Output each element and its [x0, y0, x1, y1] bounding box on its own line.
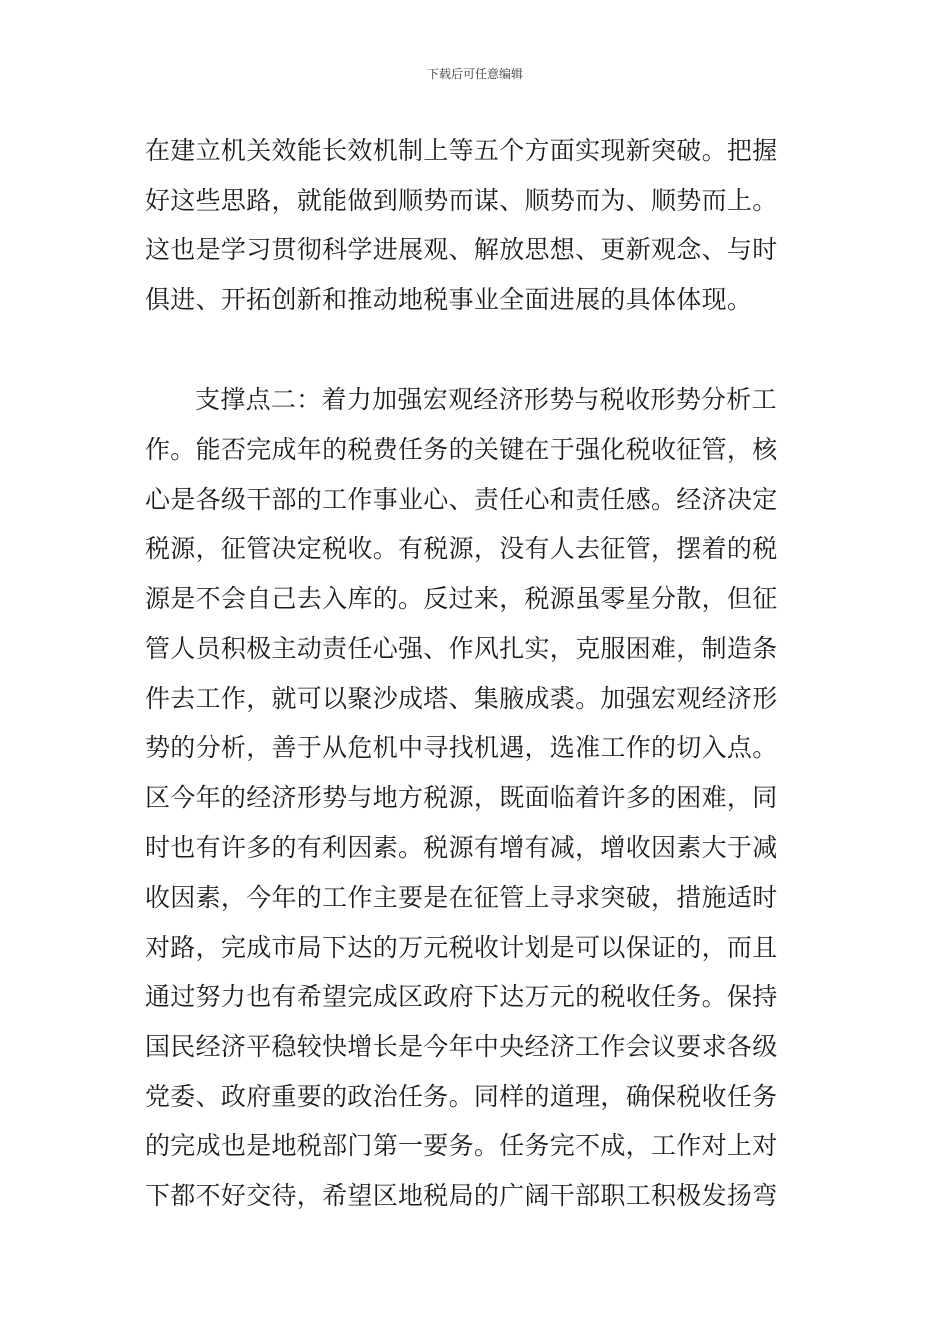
paragraph-2-line-8: 势的分析，善于从危机中寻找机遇，选准工作的切入点。 [145, 733, 778, 762]
paragraph-2-line-4: 税源，征管决定税收。有税源，没有人去征管，摆着的税 [145, 534, 778, 563]
paragraph-2-line-6: 管人员积极主动责任心强、作风扎实，克服困难，制造条 [145, 634, 778, 663]
paragraph-2-line-3: 心是各级干部的工作事业心、责任心和责任感。经济决定 [145, 485, 778, 514]
paragraph-2-line-1: 支撑点二：着力加强宏观经济形势与税收形势分析工 [195, 385, 777, 414]
paragraph-2-line-7: 件去工作，就可以聚沙成塔、集腋成裘。加强宏观经济形 [145, 684, 778, 713]
paragraph-2-line-13: 通过努力也有希望完成区政府下达万元的税收任务。保持 [145, 982, 778, 1011]
paragraph-2-line-10: 时也有许多的有利因素。税源有增有减，增收因素大于减 [145, 833, 778, 862]
paragraph-2-line-5: 源是不会自己去入库的。反过来，税源虽零星分散，但征 [145, 584, 778, 613]
paragraph-2-line-12: 对路，完成市局下达的万元税收计划是可以保证的，而且 [145, 933, 778, 962]
paragraph-2-line-2: 作。能否完成年的税费任务的关键在于强化税收征管，核 [145, 435, 778, 464]
paragraph-2-line-11: 收因素，今年的工作主要是在征管上寻求突破，措施适时 [145, 883, 778, 912]
paragraph-2-line-16: 的完成也是地税部门第一要务。任务完不成，工作对上对 [145, 1131, 778, 1160]
paragraph-2-line-17: 下都不好交待，希望区地税局的广阔干部职工积极发扬弯 [145, 1181, 778, 1210]
paragraph-1-line-2: 好这些思路，就能做到顺势而谋、顺势而为、顺势而上。 [145, 186, 778, 215]
paragraph-2-line-14: 国民经济平稳较快增长是今年中央经济工作会议要求各级 [145, 1032, 778, 1061]
paragraph-1-line-3: 这也是学习贯彻科学进展观、解放思想、更新观念、与时 [145, 235, 778, 264]
paragraph-2-line-9: 区今年的经济形势与地方税源，既面临着许多的困难，同 [145, 783, 778, 812]
page-header: 下载后可任意编辑 [426, 67, 523, 81]
paragraph-1-line-1: 在建立机关效能长效机制上等五个方面实现新突破。把握 [145, 136, 778, 165]
paragraph-2-line-15: 党委、政府重要的政治任务。同样的道理，确保税收任务 [145, 1082, 778, 1111]
paragraph-1-line-4: 俱进、开拓创新和推动地税事业全面进展的具体体现。 [145, 285, 753, 314]
